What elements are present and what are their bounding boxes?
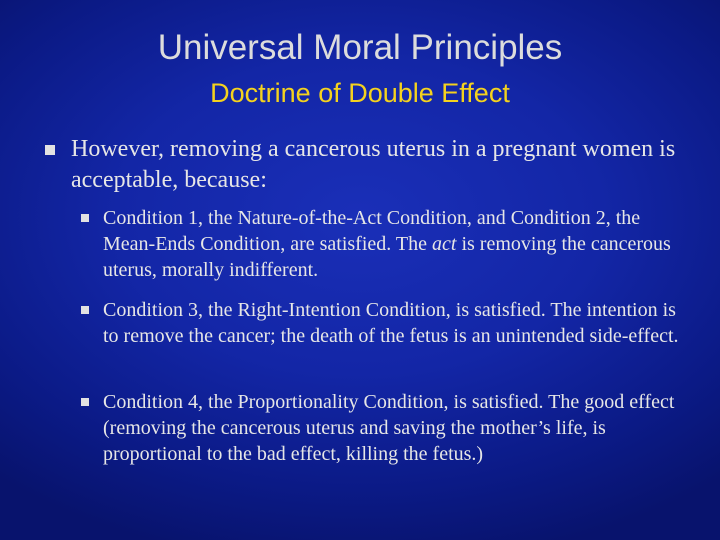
- bullet-square-icon: [81, 214, 89, 222]
- slide-subtitle: Doctrine of Double Effect: [210, 78, 510, 108]
- slide-title: Universal Moral Principles: [157, 28, 563, 67]
- bullet-square-icon: [81, 306, 89, 314]
- sub-point-3: Condition 4, the Proportionality Condition, is satisfied. The good effect (removing the cancerous uterus and saving the mother’s life, is proportional to the bad effect, killing the fetus.): [103, 391, 675, 465]
- sub-point-2: Condition 3, the Right-Intention Condition, is satisfied. The intention is to remove the cancer; the death of the fetus is an unintended side-effect.: [103, 299, 679, 347]
- bullet-square-icon: [45, 145, 55, 155]
- sub-point-1-emphasis: act: [432, 233, 457, 255]
- sub-point-1-text-start: Condition 1, the Nature-of-the-Act Condition, and Condition 2, the Mean-Ends Condition, are satisfied. The: [103, 207, 641, 255]
- sub-point-1-text-end: is removing the cancerous uterus, morally indifferent.: [103, 233, 671, 281]
- bullet-square-icon: [81, 398, 89, 406]
- main-point-text: However, removing a cancerous uterus in a pregnant women is acceptable, because:: [71, 136, 676, 193]
- sub-point-1: [103, 205, 693, 283]
